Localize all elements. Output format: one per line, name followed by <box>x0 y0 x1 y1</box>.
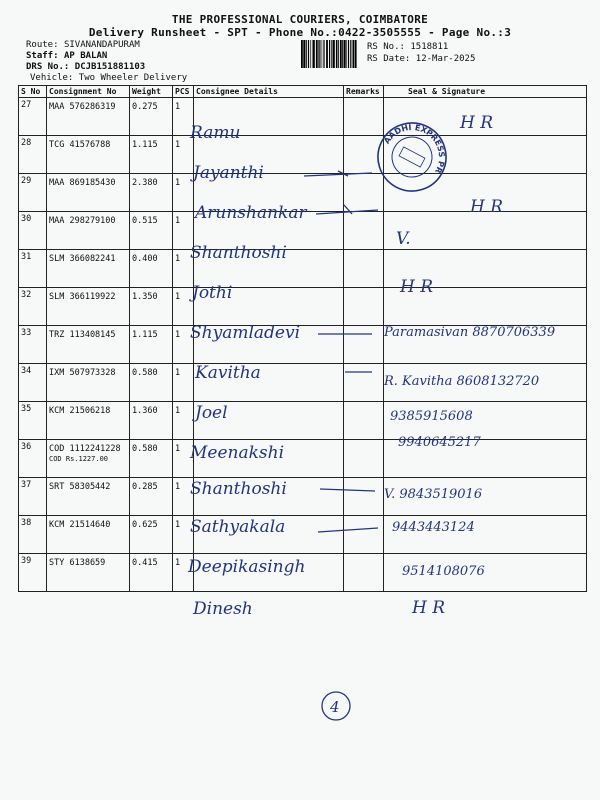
table-row <box>19 516 587 554</box>
rs-no-line <box>367 42 448 52</box>
handwritten-consignee-name: Shyamladevi <box>190 323 301 343</box>
weight-cell: 0.275 <box>130 98 173 136</box>
weight-cell: 0.515 <box>130 212 173 250</box>
table-row <box>19 136 587 174</box>
rs-date-line <box>367 54 475 64</box>
handwritten-signature: 9385915608 <box>390 409 473 424</box>
rs-date-value: 12-Mar-2025 <box>415 54 476 64</box>
pcs-cell: 1 <box>173 288 194 326</box>
handwritten-signature: V. 9843519016 <box>384 487 483 502</box>
remarks-cell <box>344 288 384 326</box>
header-consignee: Consignee Details <box>194 86 344 98</box>
pcs-cell: 1 <box>173 174 194 212</box>
handwritten-signature: 9514108076 <box>402 564 485 579</box>
weight-cell: 0.285 <box>130 478 173 516</box>
barcode-bar <box>344 40 346 68</box>
consignment-number: COD 1112241228 <box>49 444 121 454</box>
barcode-bar <box>336 40 337 68</box>
consignment-number: MAA 298279100 <box>49 216 116 226</box>
consignment-cell <box>47 98 130 136</box>
barcode-bar <box>322 40 323 68</box>
seal-signature-cell <box>384 98 587 136</box>
barcode-bar <box>340 40 342 68</box>
barcode-bar <box>342 40 343 68</box>
consignment-number: SLM 366119922 <box>49 292 116 302</box>
remarks-cell <box>344 364 384 402</box>
table-row <box>19 98 587 136</box>
pcs-cell: 1 <box>173 212 194 250</box>
weight-cell: 1.115 <box>130 326 173 364</box>
cod-amount-note: COD Rs.1227.00 <box>49 455 109 463</box>
barcode-bar <box>318 40 319 68</box>
table-row <box>19 440 587 478</box>
consignee-details-cell <box>194 98 344 136</box>
handwritten-consignee-name: Meenakshi <box>190 443 285 463</box>
consignment-cell <box>47 364 130 402</box>
consignment-number: SRT 58305442 <box>49 482 111 492</box>
consignee-details-cell <box>194 136 344 174</box>
weight-cell: 1.115 <box>130 136 173 174</box>
rs-no-value: 1518811 <box>410 42 449 52</box>
barcode-bar <box>312 40 313 68</box>
pcs-cell: 1 <box>173 98 194 136</box>
header-seal: Seal & Signature <box>384 86 587 98</box>
seal-signature-cell <box>384 250 587 288</box>
barcode-bar <box>326 40 328 68</box>
barcode-bar <box>329 40 330 68</box>
serial-number-cell: 37 <box>19 478 47 516</box>
handwritten-signature: H R <box>460 113 494 133</box>
barcode-bar <box>323 40 324 68</box>
consignment-number: SLM 366082241 <box>49 254 116 264</box>
consignment-cell <box>47 402 130 440</box>
handwritten-signature: Paramasivan 8870706339 <box>384 325 556 340</box>
seal-signature-cell <box>384 516 587 554</box>
barcode-bar <box>301 40 303 68</box>
weight-cell: 0.400 <box>130 250 173 288</box>
serial-number-cell: 30 <box>19 212 47 250</box>
consignment-number: MAA 576286319 <box>49 102 116 112</box>
handwritten-consignee-name: Dinesh <box>193 599 253 619</box>
table-row <box>19 326 587 364</box>
table-row <box>19 478 587 516</box>
consignee-details-cell <box>194 440 344 478</box>
barcode-bar <box>331 40 332 68</box>
header-consignment: Consignment No <box>47 86 130 98</box>
seal-signature-cell <box>384 288 587 326</box>
barcode-bar <box>324 40 325 68</box>
pcs-cell: 1 <box>173 250 194 288</box>
remarks-cell <box>344 478 384 516</box>
pcs-cell: 1 <box>173 440 194 478</box>
drs-line <box>26 62 145 72</box>
remarks-cell <box>344 326 384 364</box>
table-row <box>19 250 587 288</box>
consignee-details-cell <box>194 174 344 212</box>
pcs-cell: 1 <box>173 136 194 174</box>
consignment-cell <box>47 212 130 250</box>
handwritten-consignee-name: Deepikasingh <box>188 557 306 577</box>
handwritten-consignee-name: Kavitha <box>195 363 261 383</box>
consignment-number: KCM 21514640 <box>49 520 111 530</box>
weight-cell: 1.360 <box>130 402 173 440</box>
handwritten-consignee-name: Sathyakala <box>190 517 286 537</box>
weight-cell: 0.625 <box>130 516 173 554</box>
document-title: THE PROFESSIONAL COURIERS, COIMBATORE <box>171 13 429 26</box>
seal-signature-cell <box>384 402 587 440</box>
serial-number-cell: 34 <box>19 364 47 402</box>
table-header-row <box>19 86 587 98</box>
consignment-cell <box>47 478 130 516</box>
serial-number-cell: 39 <box>19 554 47 592</box>
consignee-details-cell <box>194 478 344 516</box>
staff-label: Staff: <box>26 51 59 61</box>
consignment-cell <box>47 174 130 212</box>
barcode-bar <box>303 40 305 68</box>
consignment-cell <box>47 288 130 326</box>
handwritten-consignee-name: Joel <box>195 403 228 423</box>
barcode-bar <box>355 40 357 68</box>
seal-signature-cell <box>384 212 587 250</box>
consignment-number: MAA 869185430 <box>49 178 116 188</box>
header-weight: Weight <box>130 86 173 98</box>
serial-number-cell: 32 <box>19 288 47 326</box>
seal-signature-cell <box>384 364 587 402</box>
barcode-bar <box>346 40 347 68</box>
vehicle-label: Vehicle: <box>30 73 74 83</box>
table-row <box>19 212 587 250</box>
seal-signature-cell <box>384 136 587 174</box>
drs-label: DRS No.: <box>26 62 70 72</box>
runsheet-table <box>18 85 587 592</box>
remarks-cell <box>344 402 384 440</box>
consignee-details-cell <box>194 250 344 288</box>
barcode-bar <box>333 40 335 68</box>
vehicle-line <box>30 73 187 83</box>
handwritten-signature: H R <box>470 197 504 217</box>
handwritten-signature: 9443443124 <box>392 520 475 535</box>
weight-cell: 0.415 <box>130 554 173 592</box>
consignment-cell <box>47 554 130 592</box>
barcode-bar <box>316 40 318 68</box>
rs-no-label: RS No.: <box>367 42 405 52</box>
remarks-cell <box>344 174 384 212</box>
consignee-details-cell <box>194 326 344 364</box>
handwritten-signature: H R <box>412 598 446 618</box>
pcs-cell: 1 <box>173 478 194 516</box>
route-value: SIVANANDAPURAM <box>63 40 140 50</box>
barcode-bar <box>313 40 315 68</box>
route-label: Route: <box>26 40 59 50</box>
serial-number-cell: 29 <box>19 174 47 212</box>
handwritten-signature: 9940645217 <box>398 435 481 450</box>
consignment-number: TCG 41576788 <box>49 140 111 150</box>
serial-number-cell: 28 <box>19 136 47 174</box>
table-row <box>19 554 587 592</box>
barcode-bar <box>348 40 349 68</box>
remarks-cell <box>344 212 384 250</box>
consignee-details-cell <box>194 516 344 554</box>
pcs-cell: 1 <box>173 402 194 440</box>
consignment-cell <box>47 516 130 554</box>
consignment-cell <box>47 326 130 364</box>
pcs-cell: 1 <box>173 364 194 402</box>
consignment-number: STY 6138659 <box>49 558 106 568</box>
consignment-cell <box>47 250 130 288</box>
consignment-number: IXM 507973328 <box>49 368 116 378</box>
vehicle-value: Two Wheeler Delivery <box>78 73 188 83</box>
remarks-cell <box>344 136 384 174</box>
seal-signature-cell <box>384 478 587 516</box>
weight-cell: 2.380 <box>130 174 173 212</box>
consignee-details-cell <box>194 364 344 402</box>
table-row <box>19 288 587 326</box>
header-sno: S No <box>19 86 47 98</box>
barcode-image <box>300 40 358 68</box>
barcode-bar <box>353 40 355 68</box>
pcs-cell: 1 <box>173 326 194 364</box>
page-mark <box>322 692 350 720</box>
handwritten-signature: V. <box>396 229 411 249</box>
remarks-cell <box>344 98 384 136</box>
handwritten-consignee-name: Shanthoshi <box>190 243 287 263</box>
pcs-cell: 1 <box>173 554 194 592</box>
barcode-bar <box>306 40 307 68</box>
handwritten-signature: R. Kavitha 8608132720 <box>384 374 540 389</box>
handwritten-signature: H R <box>400 277 434 297</box>
drs-value: DCJB151881103 <box>74 62 146 72</box>
remarks-cell <box>344 250 384 288</box>
serial-number-cell: 31 <box>19 250 47 288</box>
barcode-bar <box>350 40 351 68</box>
handwritten-consignee-name: Jayanthi <box>193 163 264 183</box>
handwritten-consignee-name: Shanthoshi <box>190 479 287 499</box>
consignment-cell <box>47 440 130 478</box>
barcode-bar <box>319 40 320 68</box>
staff-line <box>26 51 107 61</box>
consignee-details-cell <box>194 212 344 250</box>
seal-signature-cell <box>384 174 587 212</box>
consignee-details-cell <box>194 288 344 326</box>
handwritten-consignee-name: Arunshankar <box>195 203 307 223</box>
document-subtitle: Delivery Runsheet - SPT - Phone No.:0422-3505555 - Page No.:3 <box>88 26 512 39</box>
barcode-bar <box>308 40 309 68</box>
weight-cell: 0.580 <box>130 440 173 478</box>
pcs-cell: 1 <box>173 516 194 554</box>
table-row <box>19 174 587 212</box>
serial-number-cell: 38 <box>19 516 47 554</box>
remarks-cell <box>344 440 384 478</box>
remarks-cell <box>344 516 384 554</box>
table-row <box>19 364 587 402</box>
seal-signature-cell <box>384 440 587 478</box>
serial-number-cell: 35 <box>19 402 47 440</box>
serial-number-cell: 36 <box>19 440 47 478</box>
header-pcs: PCS <box>173 86 194 98</box>
seal-signature-cell <box>384 326 587 364</box>
consignee-details-cell <box>194 402 344 440</box>
weight-cell: 1.350 <box>130 288 173 326</box>
header-remarks: Remarks <box>344 86 384 98</box>
route-line <box>26 40 140 50</box>
serial-number-cell: 27 <box>19 98 47 136</box>
consignment-number: KCM 21506218 <box>49 406 111 416</box>
consignment-number: TRZ 113408145 <box>49 330 116 340</box>
table-row <box>19 402 587 440</box>
weight-cell: 0.580 <box>130 364 173 402</box>
barcode-bar <box>310 40 311 68</box>
serial-number-cell: 33 <box>19 326 47 364</box>
stamp-text: AADHI EXPRESS PRIVATE <box>382 122 447 175</box>
consignment-cell <box>47 136 130 174</box>
handwritten-consignee-name: Jothi <box>192 283 233 303</box>
rs-date-label: RS Date: <box>367 54 411 64</box>
handwritten-consignee-name: Ramu <box>190 123 241 143</box>
page-mark-number: 4 <box>330 698 340 716</box>
remarks-cell <box>344 554 384 592</box>
seal-signature-cell <box>384 554 587 592</box>
barcode-bar <box>338 40 339 68</box>
consignee-details-cell <box>194 554 344 592</box>
staff-value: AP BALAN <box>63 51 108 61</box>
